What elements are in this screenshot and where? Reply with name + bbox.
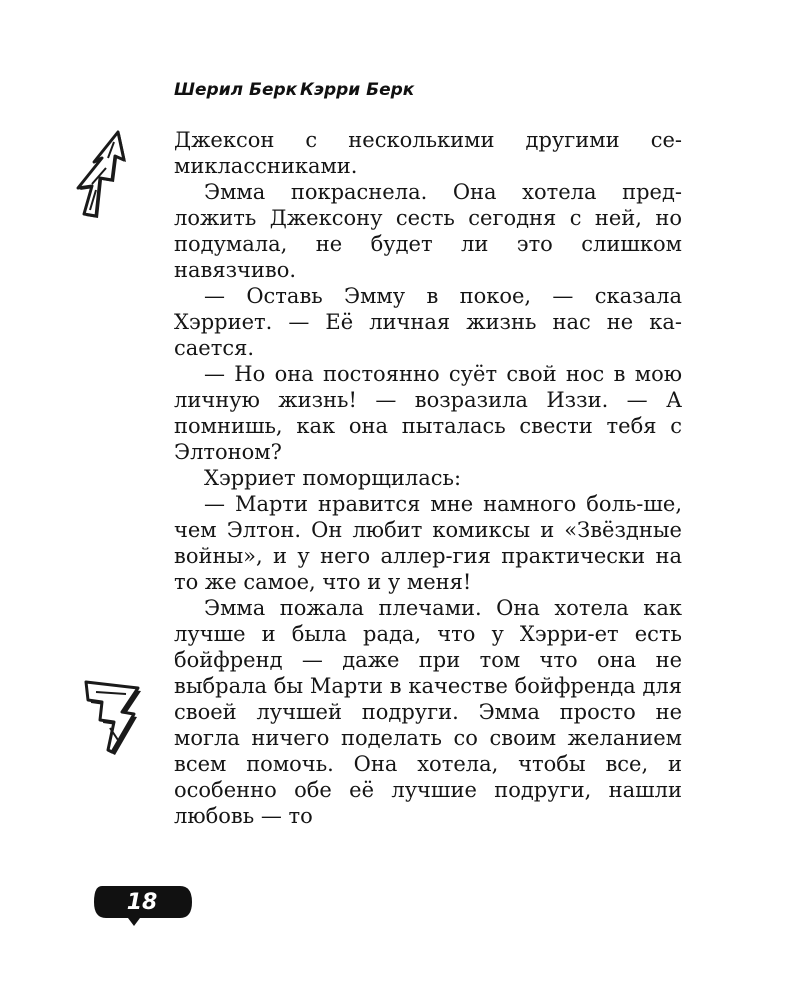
body-text — [174, 127, 682, 829]
paragraph-2: Эмма покраснела. Она хотела пред-ложить Джексону сесть сегодня с ней, но подумала, не будет ли это слишком навязчиво. — [174, 180, 682, 282]
lightning-bolt-icon — [82, 678, 144, 761]
author-name-1: Шерил Берк — [174, 80, 298, 100]
paragraph-4: — Но она постоянно суёт свой нос в мою личную жизнь! — возразила Иззи. — А помнишь, как она пыталась свести тебя с Элтоном? — [174, 362, 682, 464]
paragraph-5: Хэрриет поморщилась: — [204, 466, 462, 490]
page-number: 18 — [126, 890, 158, 915]
author-name-2: Кэрри Берк — [300, 80, 415, 100]
zigzag-arrow-icon — [70, 128, 130, 223]
paragraph-3: — Оставь Эмму в покое, — сказала Хэрриет. — Её личная жизнь нас не ка-сается. — [174, 284, 682, 360]
paragraph-6: — Марти нравится мне намного боль-ше, чем Элтон. Он любит комиксы и «Звёздные войны», и у него аллер-гия практически на то же самое, что и у меня! — [174, 492, 682, 594]
paragraph-7: Эмма пожала плечами. Она хотела как лучше и была рада, что у Хэрри-ет есть бойфренд — даже при том что она не выбрала бы Марти в качестве бойфренда для своей лучшей подруги. Эмма просто не могла ничего поделать со своим желанием всем помочь. Она хотела, чтобы все, и особенно обе её лучшие подруги, нашли любовь — то — [174, 596, 682, 828]
paragraph-1: Джексон с несколькими другими се-миклассниками. — [174, 128, 682, 178]
